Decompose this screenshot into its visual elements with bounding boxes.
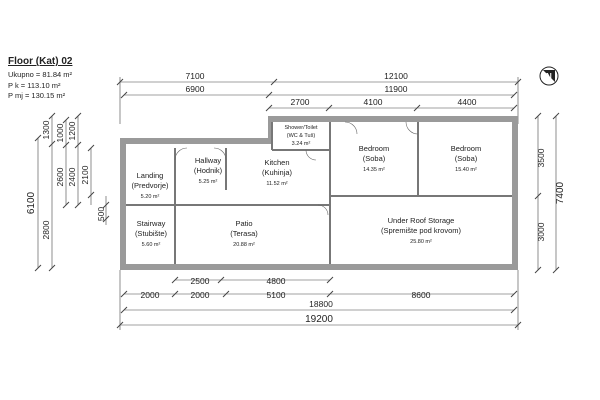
dim-bottom1-b: 4800	[266, 276, 286, 286]
dim-left3-b: 2400	[67, 167, 77, 187]
dim-bottom1-a: 2500	[190, 276, 210, 286]
dim-bottom2-d: 8600	[411, 290, 431, 300]
room-kitchen	[262, 158, 293, 187]
dim-top3-c: 4400	[457, 97, 477, 107]
dim-top2-b: 11900	[384, 84, 408, 94]
room-landing-area: 5.20 m²	[140, 194, 160, 200]
left-dimensions	[26, 113, 109, 271]
dim-left-outer: 6100	[26, 191, 37, 215]
room-stairway	[135, 219, 168, 248]
room-shower-name: Shower/Toilet	[284, 125, 318, 131]
room-patio-name2: (Terasa)	[230, 229, 258, 238]
bottom-dimensions	[117, 270, 521, 330]
room-kitchen-name: Kitchen	[264, 158, 290, 167]
dim-top2-a: 6900	[185, 84, 205, 94]
room-storage-name2: (Spremište pod krovom)	[380, 226, 462, 235]
room-kitchen-area: 11.52 m²	[266, 181, 288, 187]
dim-left1-b: 2800	[41, 220, 51, 240]
dim-left4: 2100	[80, 165, 90, 185]
north-compass-icon	[540, 67, 558, 85]
room-landing-name: Landing	[136, 171, 164, 180]
dim-bottom2-b: 2000	[190, 290, 210, 300]
room-bedroom2-name2: (Soba)	[454, 154, 478, 163]
room-landing	[131, 171, 169, 200]
room-storage-name: Under Roof Storage	[387, 216, 455, 225]
room-shower-name2: (WC & Tuš)	[286, 133, 316, 139]
room-stairway-area: 5.60 m²	[141, 242, 161, 248]
dim-left2-a: 1000	[55, 123, 65, 143]
room-stairway-name: Stairway	[136, 219, 166, 228]
exterior-walls	[120, 116, 518, 270]
dim-bottom2-c: 5100	[266, 290, 286, 300]
dim-right-total: 7400	[555, 181, 566, 205]
room-hallway-name2: (Hodnik)	[193, 166, 223, 175]
compass-label: N	[546, 72, 552, 81]
total-area: Ukupno = 81.84 m²	[8, 70, 72, 79]
right-dimensions	[535, 113, 566, 273]
room-bedroom1-area: 14.35 m²	[363, 167, 385, 173]
floor-title: Floor (Kat) 02	[8, 56, 73, 67]
room-bedroom-1	[359, 144, 389, 173]
room-landing-name2: (Predvorje)	[131, 181, 169, 190]
dim-top1-b: 12100	[384, 71, 408, 81]
room-patio	[230, 219, 258, 248]
dim-bottom-total: 19200	[305, 314, 333, 325]
dim-bottom-inner-total: 18800	[309, 299, 333, 309]
room-hallway-area: 5.25 m²	[198, 179, 218, 185]
room-hallway	[194, 156, 223, 185]
dim-left1-a: 1300	[41, 120, 51, 140]
room-bedroom2-name: Bedroom	[450, 144, 482, 153]
room-storage	[381, 216, 462, 245]
dim-top3-b: 4100	[363, 97, 383, 107]
dim-left2-b: 2600	[55, 167, 65, 187]
dim-left3-a: 1200	[67, 121, 77, 141]
room-shower-area: 3.24 m²	[291, 141, 311, 147]
dim-right-a: 3500	[536, 148, 546, 168]
pmj-area: P mj = 130.15 m²	[8, 91, 66, 100]
room-storage-area: 25.80 m²	[410, 239, 432, 245]
dim-bottom2-a: 2000	[140, 290, 160, 300]
dim-top3-a: 2700	[290, 97, 310, 107]
dim-top1-a: 7100	[185, 71, 205, 81]
room-stairway-name2: (Stubište)	[134, 229, 168, 238]
room-hallway-name: Hallway	[194, 156, 222, 165]
room-shower	[284, 125, 317, 147]
room-bedroom-2	[451, 144, 481, 173]
room-patio-name: Patio	[235, 219, 253, 228]
room-bedroom2-area: 15.40 m²	[455, 167, 477, 173]
pk-area: P k = 113.10 m²	[8, 80, 61, 90]
room-kitchen-name2: (Kuhinja)	[261, 168, 293, 177]
dim-right-b: 3000	[536, 222, 546, 242]
dim-left5: 500	[96, 206, 106, 222]
room-bedroom1-name2: (Soba)	[362, 154, 386, 163]
room-bedroom1-name: Bedroom	[358, 144, 390, 153]
room-patio-area: 20.88 m²	[233, 242, 255, 248]
